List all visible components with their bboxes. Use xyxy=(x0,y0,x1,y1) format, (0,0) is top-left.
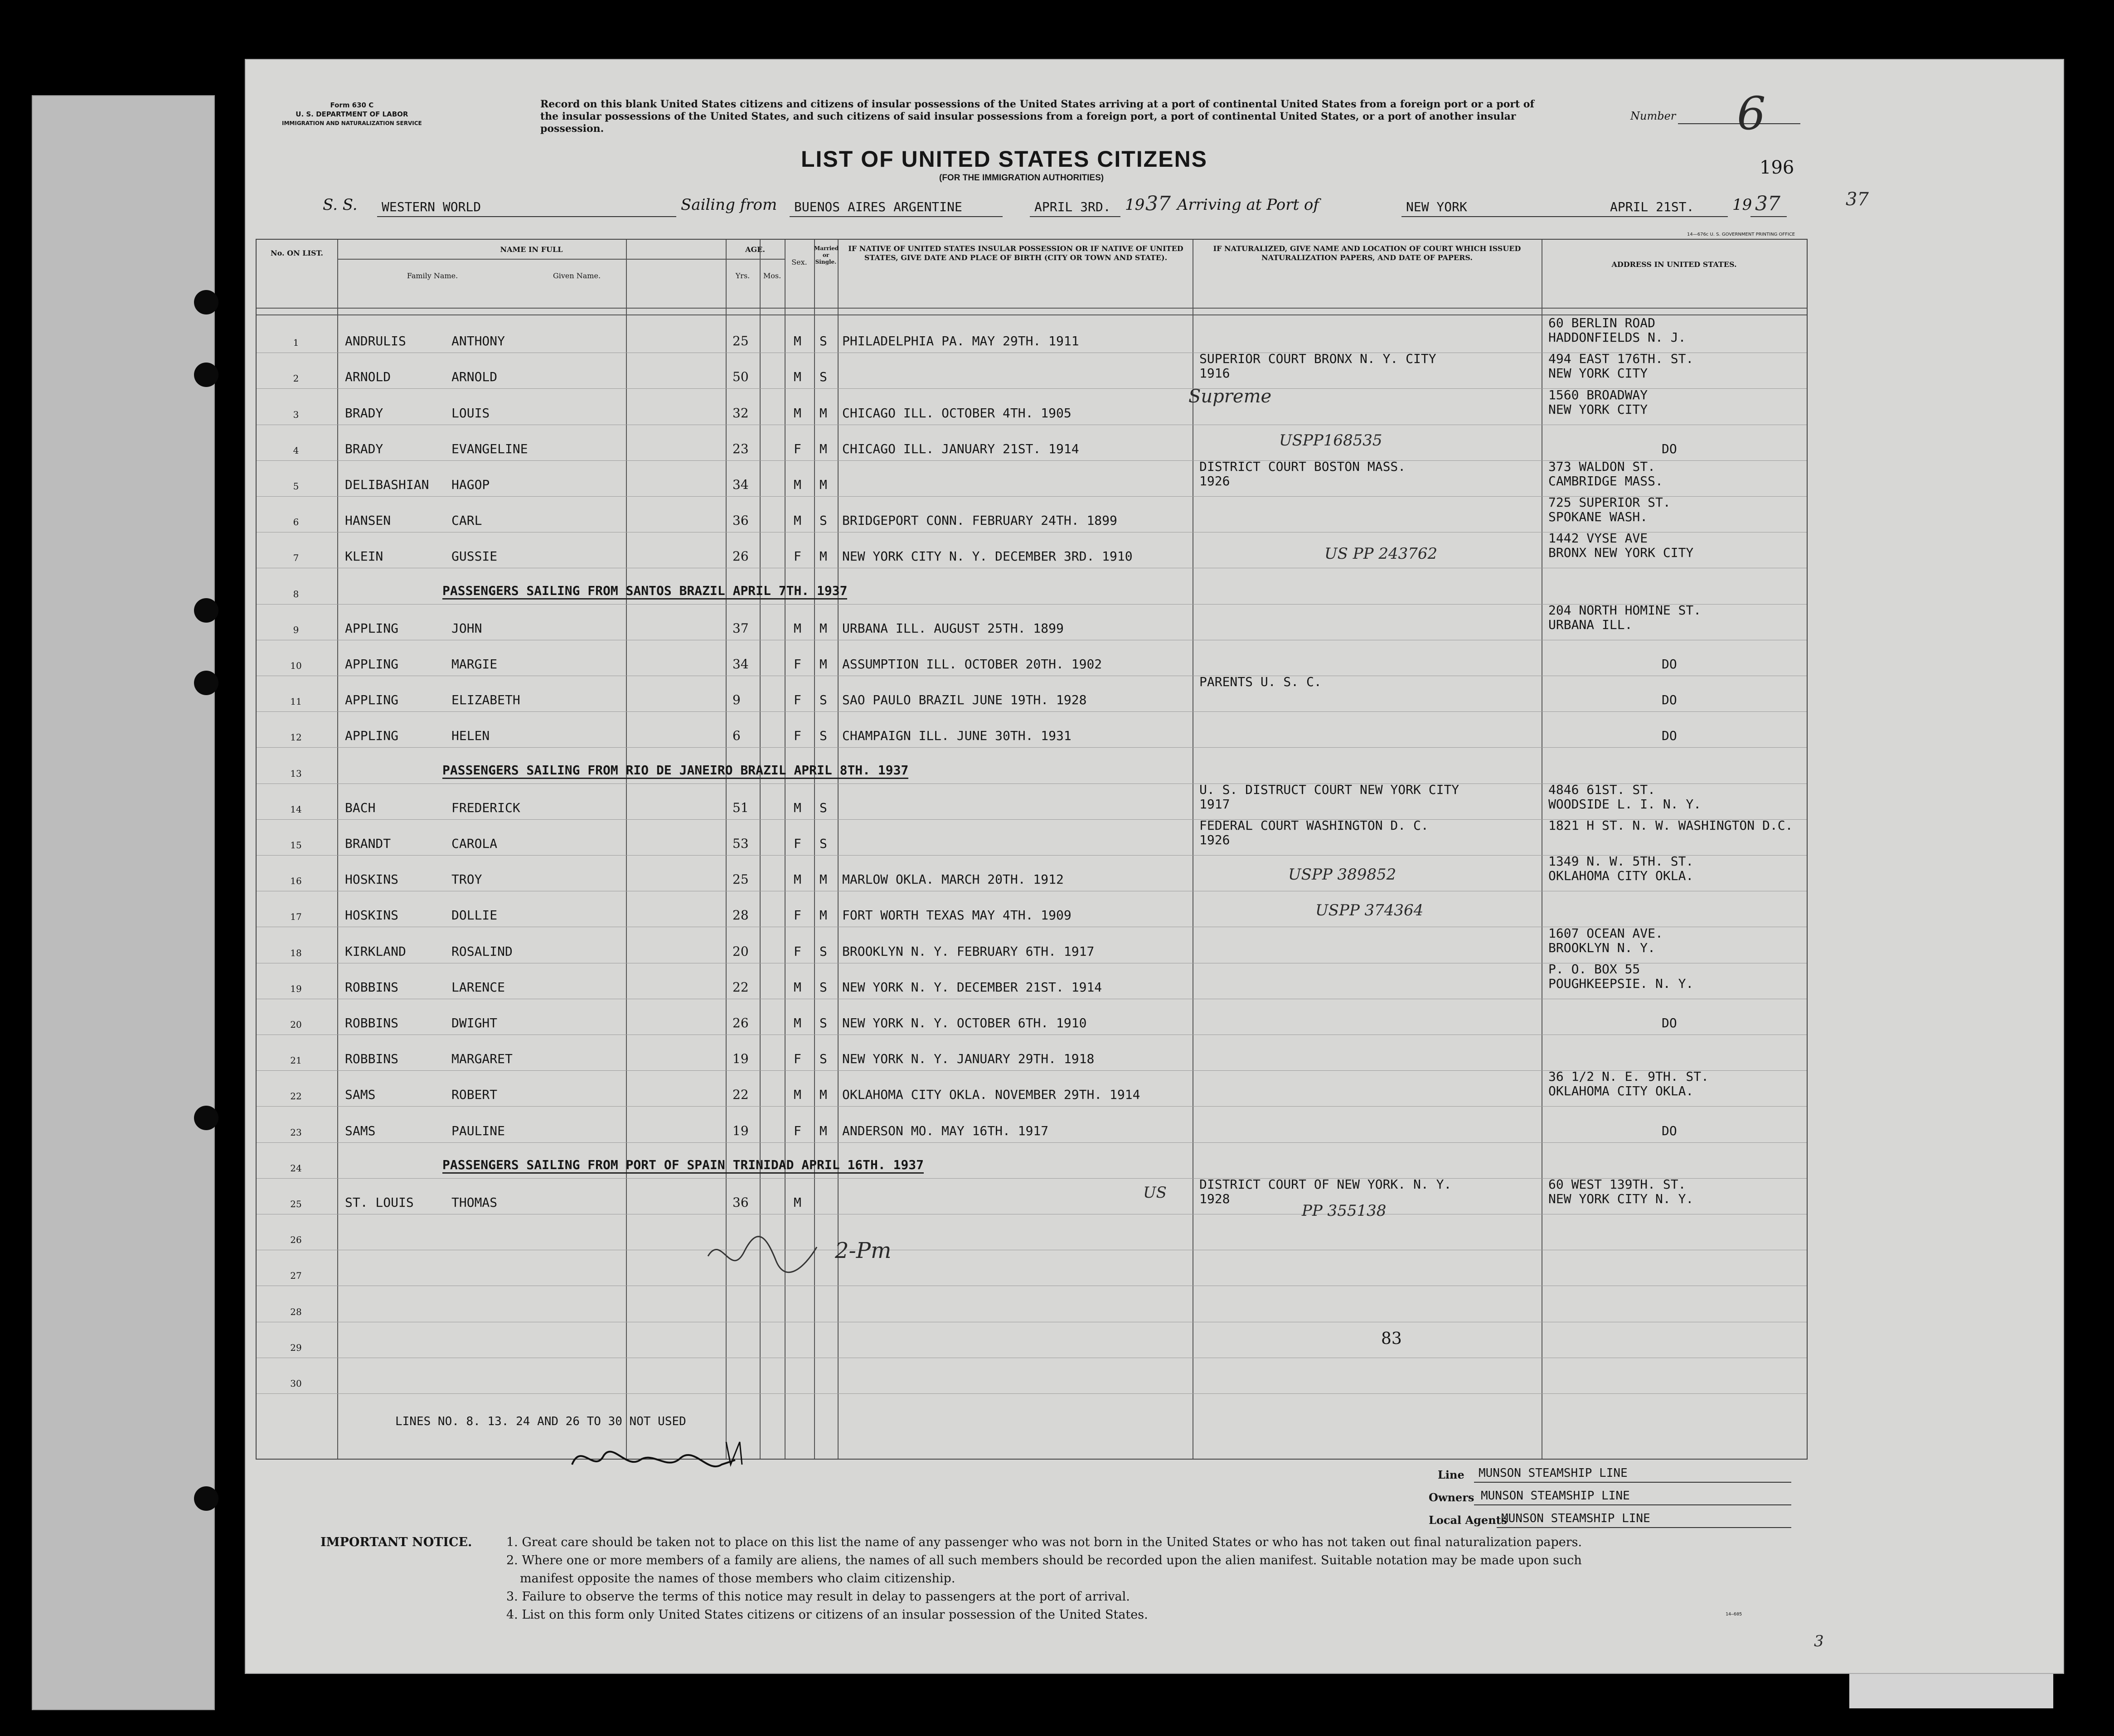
year-1: 37 xyxy=(1145,192,1171,215)
marital-status: S xyxy=(819,369,827,385)
address-line-1: DO xyxy=(1662,657,1677,672)
marital-status: S xyxy=(819,836,827,851)
row-number: 20 xyxy=(290,1019,302,1030)
cert-number-arnold: USPP168535 xyxy=(1279,431,1382,450)
port-underline xyxy=(1401,216,1728,217)
page-title: LIST OF UNITED STATES CITIZENS xyxy=(801,146,1208,172)
row-number: 1 xyxy=(293,337,299,348)
section-heading: PASSENGERS SAILING FROM SANTOS BRAZIL APRIL 7TH. 1937 xyxy=(442,583,847,600)
row-number: 2 xyxy=(293,373,299,384)
family-name: APPLING xyxy=(345,657,399,672)
row-number: 27 xyxy=(290,1270,302,1281)
given-name: EVANGELINE xyxy=(451,441,528,456)
row-number: 25 xyxy=(290,1199,302,1209)
birth-info: FORT WORTH TEXAS MAY 4TH. 1909 xyxy=(842,908,1072,923)
notice-item-1: 1. Great care should be taken not to place on this list the name of any passenger who was not born in the United States or who has not taken out final naturalization papers. xyxy=(506,1535,1582,1549)
sailing-label: Sailing from xyxy=(681,196,777,214)
given-name: LOUIS xyxy=(451,405,490,421)
header-family-name: Family Name. xyxy=(407,271,458,280)
address-line-1: 373 WALDON ST. xyxy=(1548,459,1656,474)
marital-status: M xyxy=(819,620,827,636)
marital-status: M xyxy=(819,549,827,564)
given-name: DWIGHT xyxy=(451,1015,498,1030)
notice-item-4: 4. List on this form only United States citizens or citizens of an insular possession of the United States. xyxy=(506,1608,1148,1622)
age-years: 22 xyxy=(732,979,749,995)
row-number: 12 xyxy=(290,732,302,743)
age-subheader-line xyxy=(726,259,785,260)
section-heading: PASSENGERS SAILING FROM PORT OF SPAIN TRINIDAD APRIL 16TH. 1937 xyxy=(442,1157,924,1174)
given-name: JOHN xyxy=(451,620,482,636)
arrival-port: NEW YORK xyxy=(1406,199,1467,214)
sex: M xyxy=(794,620,801,636)
age-years: 26 xyxy=(732,1015,749,1030)
cert-number-brandt: USPP 374364 xyxy=(1315,901,1424,919)
binder-hole xyxy=(194,1486,218,1511)
given-name: CAROLA xyxy=(451,836,498,851)
row-number: 7 xyxy=(293,552,299,564)
owners-value: MUNSON STEAMSHIP LINE xyxy=(1481,1489,1630,1503)
address-line-1: DO xyxy=(1662,692,1677,708)
birth-info: NEW YORK N. Y. OCTOBER 6TH. 1910 xyxy=(842,1015,1087,1030)
department-name: U. S. DEPARTMENT OF LABOR xyxy=(296,110,408,118)
page-subtitle: (FOR THE IMMIGRATION AUTHORITIES) xyxy=(939,173,1104,183)
notice-item-2a: 2. Where one or more members of a family are aliens, the names of all such members should be recorded upon the alien manifest. Suitable notation may be made upon such xyxy=(506,1553,1582,1567)
age-years: 6 xyxy=(732,728,741,744)
year-2: 37 xyxy=(1755,192,1780,215)
marital-status: M xyxy=(819,657,827,672)
header-name-in-full: NAME IN FULL xyxy=(500,245,563,254)
header-sex: Sex. xyxy=(791,258,807,266)
family-name: ROBBINS xyxy=(345,1051,399,1067)
service-name: IMMIGRATION AND NATURALIZATION SERVICE xyxy=(282,120,422,126)
address-line-1: 1442 VYSE AVE xyxy=(1548,531,1648,546)
col-divider xyxy=(838,240,839,1459)
row-rule xyxy=(257,1142,1807,1143)
address-line-2: WOODSIDE L. I. N. Y. xyxy=(1548,796,1702,812)
header-divider xyxy=(257,308,1807,309)
address-line-2: OKLAHOMA CITY OKLA. xyxy=(1548,868,1694,884)
age-years: 51 xyxy=(732,800,749,815)
birth-info: MARLOW OKLA. MARCH 20TH. 1912 xyxy=(842,872,1064,887)
binder-hole xyxy=(194,1106,218,1130)
naturalization-court: FEDERAL COURT WASHINGTON D. C. xyxy=(1199,818,1429,833)
sailing-underline xyxy=(790,216,1003,217)
agents-underline xyxy=(1497,1527,1791,1528)
address-line-2: CAMBRIDGE MASS. xyxy=(1548,474,1663,488)
age-years: 37 xyxy=(732,620,749,636)
header-age: AGE. xyxy=(745,245,765,254)
family-name: BACH xyxy=(345,800,376,815)
age-years: 20 xyxy=(732,943,749,959)
address-line-1: 4846 61ST. ST. xyxy=(1548,782,1656,797)
age-years: 22 xyxy=(732,1087,749,1103)
address-line-2: NEW YORK CITY xyxy=(1548,401,1648,417)
col-divider xyxy=(626,240,627,1459)
address-line-2: URBANA ILL. xyxy=(1548,617,1633,632)
notice-item-2b: manifest opposite the names of those members who claim citizenship. xyxy=(520,1572,955,1586)
birth-info: ANDERSON MO. MAY 16TH. 1917 xyxy=(842,1123,1049,1138)
side-mark: 37 xyxy=(1846,189,1869,210)
age-years: 36 xyxy=(732,513,749,528)
address-line-1: DO xyxy=(1662,441,1677,456)
birth-info: BRIDGEPORT CONN. FEBRUARY 24TH. 1899 xyxy=(842,513,1117,528)
birth-info: URBANA ILL. AUGUST 25TH. 1899 xyxy=(842,620,1064,636)
row-number: 26 xyxy=(290,1234,302,1246)
naturalization-court: PARENTS U. S. C. xyxy=(1199,674,1322,690)
sex: F xyxy=(794,908,801,923)
sheet-corner-number: 3 xyxy=(1814,1632,1824,1650)
sex: M xyxy=(794,477,801,492)
row-number: 4 xyxy=(293,445,299,456)
sex: F xyxy=(794,441,801,456)
section-heading: PASSENGERS SAILING FROM RIO DE JANEIRO BRAZIL APRIL 8TH. 1937 xyxy=(442,763,908,779)
line-value: MUNSON STEAMSHIP LINE xyxy=(1479,1466,1628,1480)
us-mark: US xyxy=(1143,1184,1167,1202)
sex: F xyxy=(794,549,801,564)
sex: M xyxy=(794,513,801,528)
sex: F xyxy=(794,836,801,851)
birth-info: CHAMPAIGN ILL. JUNE 30TH. 1931 xyxy=(842,728,1072,744)
naturalization-year: 1917 xyxy=(1199,796,1230,812)
small-form-code: 14—605 xyxy=(1726,1612,1742,1617)
age-years: 50 xyxy=(732,369,749,385)
arriving-label: Arriving at Port of xyxy=(1177,196,1319,214)
header-birth: IF NATIVE OF UNITED STATES INSULAR POSSESSION OR IF NATIVE OF UNITED STATES, GIVE DATE AND PLACE OF BIRTH (CITY OR TOWN AND STATE). xyxy=(848,244,1183,262)
given-name: THOMAS xyxy=(451,1195,498,1210)
sex: M xyxy=(794,872,801,887)
header-yrs: Yrs. xyxy=(735,271,750,280)
lines-not-used-note: LINES NO. 8. 13. 24 AND 26 TO 30 NOT USED xyxy=(395,1415,686,1428)
age-years: 19 xyxy=(732,1123,749,1138)
hand-note-supreme: Supreme xyxy=(1188,386,1272,407)
agents-value: MUNSON STEAMSHIP LINE xyxy=(1501,1512,1650,1525)
marital-status: M xyxy=(819,1087,827,1103)
address-line-1: 1560 BROADWAY xyxy=(1548,387,1648,402)
family-name: APPLING xyxy=(345,692,399,708)
address-line-2: NEW YORK CITY xyxy=(1548,366,1648,381)
age-years: 9 xyxy=(732,692,741,708)
owners-label: Owners xyxy=(1429,1491,1474,1504)
row-number: 11 xyxy=(290,696,302,707)
line-label: Line xyxy=(1438,1468,1464,1481)
row-number: 8 xyxy=(293,588,299,600)
family-name: BRANDT xyxy=(345,836,391,851)
row-number: 24 xyxy=(290,1162,302,1174)
marital-status: S xyxy=(819,728,827,744)
inspector-signature xyxy=(563,1433,753,1483)
sex: M xyxy=(794,1195,801,1210)
row-number: 10 xyxy=(290,660,302,671)
list-number: 6 xyxy=(1737,87,1766,140)
page-stamp: 196 xyxy=(1760,157,1794,178)
row-number: 14 xyxy=(290,803,302,815)
family-name: KIRKLAND xyxy=(345,943,406,959)
notice-heading: IMPORTANT NOTICE. xyxy=(320,1535,472,1549)
naturalization-court: U. S. DISTRUCT COURT NEW YORK CITY xyxy=(1199,782,1459,797)
address-line-1: P. O. BOX 55 xyxy=(1548,961,1640,977)
given-name: CARL xyxy=(451,513,482,528)
naturalization-court: DISTRICT COURT BOSTON MASS. xyxy=(1199,459,1406,474)
birth-info: CHICAGO ILL. JANUARY 21ST. 1914 xyxy=(842,441,1079,456)
family-name: ARNOLD xyxy=(345,369,391,385)
row-rule xyxy=(257,747,1807,748)
age-years: 34 xyxy=(732,477,749,492)
print-code: 14—676c U. S. GOVERNMENT PRINTING OFFICE xyxy=(1687,232,1795,237)
line-underline xyxy=(1474,1482,1791,1483)
family-name: HOSKINS xyxy=(345,872,399,887)
row-rule xyxy=(257,1106,1807,1107)
name-subheader-line xyxy=(337,259,726,260)
birth-info: CHICAGO ILL. OCTOBER 4TH. 1905 xyxy=(842,405,1072,421)
passenger-table xyxy=(256,239,1808,1460)
naturalization-year: 1916 xyxy=(1199,366,1230,381)
address-line-2: OKLAHOMA CITY OKLA. xyxy=(1548,1083,1694,1099)
family-name: DELIBASHIAN xyxy=(345,477,429,492)
agents-label: Local Agents xyxy=(1429,1514,1508,1527)
page-total: 83 xyxy=(1381,1330,1402,1348)
hand-note-row26: 2-Pm xyxy=(835,1238,892,1263)
year-prefix-2: 19 xyxy=(1732,196,1752,214)
sex: F xyxy=(794,657,801,672)
sailing-date-underline xyxy=(1030,216,1120,217)
birth-info: SAO PAULO BRAZIL JUNE 19TH. 1928 xyxy=(842,692,1087,708)
header-no: No. ON LIST. xyxy=(271,249,323,257)
arrival-date: APRIL 21ST. xyxy=(1610,199,1694,214)
signature-flourish xyxy=(699,1229,835,1288)
family-name: ROBBINS xyxy=(345,979,399,995)
marital-status: M xyxy=(819,477,827,492)
marital-status: S xyxy=(819,800,827,815)
given-name: ANTHONY xyxy=(451,334,505,349)
naturalization-year: 1926 xyxy=(1199,474,1230,488)
address-line-2: POUGHKEEPSIE. N. Y. xyxy=(1548,976,1694,991)
family-name: SAMS xyxy=(345,1123,376,1138)
family-name: SAMS xyxy=(345,1087,376,1103)
address-line-1: 1349 N. W. 5TH. ST. xyxy=(1548,854,1694,869)
birth-info: NEW YORK N. Y. JANUARY 29TH. 1918 xyxy=(842,1051,1095,1067)
backing-sheet xyxy=(32,95,215,1710)
age-years: 25 xyxy=(732,872,749,887)
form-number: Form 630 C xyxy=(330,101,374,109)
number-label: Number xyxy=(1630,110,1676,122)
row-number: 23 xyxy=(290,1127,302,1138)
marital-status: S xyxy=(819,513,827,528)
marital-status: M xyxy=(819,1123,827,1138)
header-address: ADDRESS IN UNITED STATES. xyxy=(1611,260,1737,269)
year-underline xyxy=(1750,216,1787,217)
row-number: 29 xyxy=(290,1342,302,1353)
marital-status: M xyxy=(819,908,827,923)
given-name: PAULINE xyxy=(451,1123,505,1138)
year-prefix-1: 19 xyxy=(1125,196,1145,214)
binder-hole xyxy=(194,671,218,695)
family-name: ROBBINS xyxy=(345,1015,399,1030)
marital-status: S xyxy=(819,979,827,995)
marital-status: S xyxy=(819,1015,827,1030)
sex: F xyxy=(794,728,801,744)
address-line-1: 60 BERLIN ROAD xyxy=(1548,315,1656,331)
binder-hole xyxy=(194,363,218,387)
marital-status: M xyxy=(819,441,827,456)
age-years: 26 xyxy=(732,549,749,564)
header-given-name: Given Name. xyxy=(553,271,601,280)
row-number: 13 xyxy=(290,768,302,779)
family-name: KLEIN xyxy=(345,549,383,564)
address-line-2: BROOKLYN N. Y. xyxy=(1548,940,1656,955)
cert-number-stlouis: PP 355138 xyxy=(1302,1202,1387,1220)
given-name: ROBERT xyxy=(451,1087,498,1103)
address-line-1: DO xyxy=(1662,1015,1677,1030)
marital-status: S xyxy=(819,943,827,959)
header-naturalized: IF NATURALIZED, GIVE NAME AND LOCATION OF COURT WHICH ISSUED NATURALIZATION PAPERS, AND DATE OF PAPERS. xyxy=(1213,244,1521,262)
family-name: HOSKINS xyxy=(345,908,399,923)
cert-number-bach: USPP 389852 xyxy=(1288,866,1396,884)
manifest-page xyxy=(245,59,2064,1674)
address-line-1: 204 NORTH HOMINE ST. xyxy=(1548,602,1702,618)
given-name: LARENCE xyxy=(451,979,505,995)
row-rule xyxy=(257,1393,1807,1394)
family-name: BRADY xyxy=(345,441,383,456)
birth-info: PHILADELPHIA PA. MAY 29TH. 1911 xyxy=(842,334,1079,349)
family-name: ST. LOUIS xyxy=(345,1195,414,1210)
address-line-2: NEW YORK CITY N. Y. xyxy=(1548,1191,1694,1206)
family-name: APPLING xyxy=(345,620,399,636)
sex: M xyxy=(794,334,801,349)
ship-underline xyxy=(377,216,676,217)
header-married: Married or Single. xyxy=(814,245,839,265)
binder-hole xyxy=(194,598,218,623)
owners-underline xyxy=(1474,1504,1791,1505)
row-number: 15 xyxy=(290,840,302,851)
row-number: 5 xyxy=(293,481,299,492)
address-line-1: DO xyxy=(1662,1123,1677,1138)
given-name: ARNOLD xyxy=(451,369,498,385)
birth-info: OKLAHOMA CITY OKLA. NOVEMBER 29TH. 1914 xyxy=(842,1087,1140,1103)
sex: M xyxy=(794,979,801,995)
address-line-1: 1607 OCEAN AVE. xyxy=(1548,925,1663,941)
intro-text: Record on this blank United States citizens and citizens of insular possessions of the United States arriving at a port of continental United States from a foreign port or a port of the insular possessions of the United States, and such citizens of said insular possessions from a foreign port, a port of continental United States, or a port of another insular possession. xyxy=(540,98,1534,135)
address-line-1: 494 EAST 176TH. ST. xyxy=(1548,351,1694,367)
naturalization-year: 1928 xyxy=(1199,1191,1230,1206)
row-number: 17 xyxy=(290,911,302,923)
marital-status: M xyxy=(819,405,827,421)
notice-item-3: 3. Failure to observe the terms of this notice may result in delay to passengers at the port of arrival. xyxy=(506,1590,1130,1604)
address-line-1: 1821 H ST. N. W. WASHINGTON D.C. xyxy=(1548,818,1793,833)
address-line-2: SPOKANE WASH. xyxy=(1548,509,1648,525)
row-number: 19 xyxy=(290,983,302,994)
age-years: 19 xyxy=(732,1051,749,1067)
family-name: ANDRULIS xyxy=(345,334,406,349)
given-name: MARGARET xyxy=(451,1051,513,1067)
birth-info: ASSUMPTION ILL. OCTOBER 20TH. 1902 xyxy=(842,657,1102,672)
address-line-1: 36 1/2 N. E. 9TH. ST. xyxy=(1548,1069,1709,1084)
sex: M xyxy=(794,800,801,815)
sex: F xyxy=(794,692,801,708)
age-years: 34 xyxy=(732,657,749,672)
cert-number-delibashian: US PP 243762 xyxy=(1324,545,1438,563)
given-name: ELIZABETH xyxy=(451,692,520,708)
age-years: 28 xyxy=(732,908,749,923)
row-number: 21 xyxy=(290,1055,302,1066)
row-number: 6 xyxy=(293,517,299,528)
given-name: FREDERICK xyxy=(451,800,520,815)
sailing-port: BUENOS AIRES ARGENTINE xyxy=(794,199,962,214)
marital-status: S xyxy=(819,334,827,349)
sex: F xyxy=(794,1051,801,1067)
given-name: TROY xyxy=(451,872,482,887)
birth-info: NEW YORK N. Y. DECEMBER 21ST. 1914 xyxy=(842,979,1102,995)
family-name: BRADY xyxy=(345,405,383,421)
family-name: APPLING xyxy=(345,728,399,744)
row-rule xyxy=(257,711,1807,712)
row-number: 16 xyxy=(290,875,302,887)
marital-status: M xyxy=(819,872,827,887)
row-number: 30 xyxy=(290,1378,302,1389)
address-line-2: BRONX NEW YORK CITY xyxy=(1548,545,1694,561)
row-number: 18 xyxy=(290,947,302,958)
marital-status: S xyxy=(819,692,827,708)
family-name: HANSEN xyxy=(345,513,391,528)
birth-info: BROOKLYN N. Y. FEBRUARY 6TH. 1917 xyxy=(842,943,1095,959)
sex: M xyxy=(794,1087,801,1103)
sex: M xyxy=(794,369,801,385)
address-line-1: 60 WEST 139TH. ST. xyxy=(1548,1177,1686,1192)
sex: F xyxy=(794,943,801,959)
row-number: 3 xyxy=(293,409,299,420)
ship-name: WESTERN WORLD xyxy=(382,199,481,214)
age-years: 25 xyxy=(732,334,749,349)
row-number: 22 xyxy=(290,1091,302,1102)
birth-info: NEW YORK CITY N. Y. DECEMBER 3RD. 1910 xyxy=(842,549,1133,564)
age-years: 53 xyxy=(732,836,749,851)
given-name: MARGIE xyxy=(451,657,498,672)
address-line-1: DO xyxy=(1662,728,1677,744)
header-mos: Mos. xyxy=(763,271,781,280)
ss-label: S. S. xyxy=(323,196,358,214)
row-number: 28 xyxy=(290,1306,302,1317)
age-years: 23 xyxy=(732,441,749,456)
given-name: DOLLIE xyxy=(451,908,498,923)
sex: F xyxy=(794,1123,801,1138)
age-years: 32 xyxy=(732,405,749,421)
sex: M xyxy=(794,405,801,421)
naturalization-court: SUPERIOR COURT BRONX N. Y. CITY xyxy=(1199,351,1436,367)
binder-hole xyxy=(194,290,218,314)
col-divider xyxy=(337,240,338,1459)
given-name: ROSALIND xyxy=(451,943,513,959)
marital-status: S xyxy=(819,1051,827,1067)
given-name: GUSSIE xyxy=(451,549,498,564)
given-name: HELEN xyxy=(451,728,490,744)
row-number: 9 xyxy=(293,624,299,635)
sex: M xyxy=(794,1015,801,1030)
given-name: HAGOP xyxy=(451,477,490,492)
address-line-2: HADDONFIELDS N. J. xyxy=(1548,330,1686,345)
age-years: 36 xyxy=(732,1195,749,1210)
address-line-1: 725 SUPERIOR ST. xyxy=(1548,495,1671,510)
sailing-date: APRIL 3RD. xyxy=(1034,199,1111,214)
naturalization-year: 1926 xyxy=(1199,832,1230,847)
naturalization-court: DISTRICT COURT OF NEW YORK. N. Y. xyxy=(1199,1177,1452,1192)
form-id-block xyxy=(282,101,422,128)
